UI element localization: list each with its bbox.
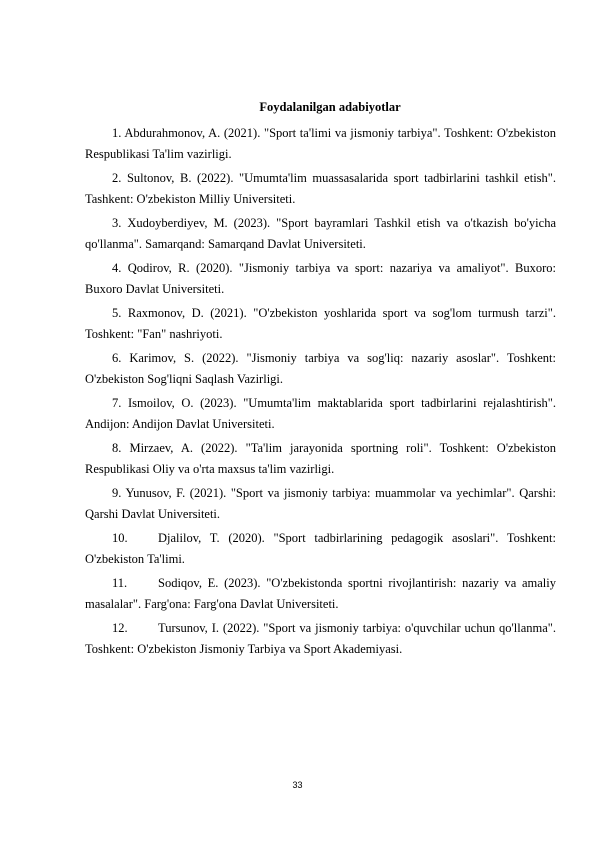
references-heading: Foydalanilgan adabiyotlar bbox=[259, 100, 401, 114]
reference-text: Abdurahmonov, A. (2021). "Sport ta'limi va jismoniy tarbiya". Toshkent: O'zbekiston Respublikasi Ta'lim vazirligi. bbox=[85, 126, 557, 161]
reference-number: 2. bbox=[112, 171, 122, 185]
reference-item bbox=[85, 618, 556, 659]
reference-number: 4. bbox=[112, 261, 122, 275]
reference-number: 1. bbox=[112, 126, 122, 140]
reference-item bbox=[85, 483, 556, 524]
reference-number: 10. bbox=[112, 531, 128, 545]
reference-number: 9. bbox=[112, 486, 122, 500]
reference-item bbox=[85, 303, 556, 344]
reference-item bbox=[85, 123, 556, 164]
reference-item bbox=[85, 438, 556, 479]
reference-text: Sodiqov, E. (2023). "O'zbekistonda sportni rivojlantirish: nazariy va amaliy masalalar". Farg'ona: Farg'ona Davlat Universiteti. bbox=[85, 576, 556, 611]
reference-text: Xudoyberdiyev, M. (2023). "Sport bayramlari Tashkil etish va o'tkazish bo'yicha qo'llanma". Samarqand: Samarqand Davlat Universiteti. bbox=[85, 216, 556, 251]
reference-item bbox=[85, 258, 556, 299]
reference-text: Mirzaev, A. (2022). "Ta'lim jarayonida sportning roli". Toshkent: O'zbekiston Respublikasi Oliy va o'rta maxsus ta'lim vazirligi. bbox=[85, 441, 556, 476]
reference-item bbox=[85, 393, 556, 434]
reference-text: Sultonov, B. (2022). "Umumta'lim muassasalarida sport tadbirlarini tashkil etish". Tashkent: O'zbekiston Milliy Universiteti. bbox=[85, 171, 557, 206]
reference-number: 7. bbox=[112, 396, 122, 410]
reference-text: Qodirov, R. (2020). "Jismoniy tarbiya va sport: nazariya va amaliyot". Buxoro: Buxoro Davlat Universiteti. bbox=[85, 261, 556, 296]
reference-number: 3. bbox=[112, 216, 122, 230]
reference-item bbox=[85, 213, 556, 254]
reference-list bbox=[85, 123, 556, 663]
reference-item bbox=[85, 168, 556, 209]
reference-number: 5. bbox=[112, 306, 122, 320]
reference-number: 6. bbox=[112, 351, 122, 365]
reference-text: Ismoilov, O. (2023). "Umumta'lim maktablarida sport tadbirlarini rejalashtirish". Andijon: Andijon Davlat Universiteti. bbox=[85, 396, 557, 431]
reference-text: Karimov, S. (2022). "Jismoniy tarbiya va sog'liq: nazariy asoslar". Toshkent: O'zbekiston Sog'liqni Saqlash Vazirligi. bbox=[85, 351, 556, 386]
reference-text: Djalilov, T. (2020). "Sport tadbirlarining pedagogik asoslari". Toshkent: O'zbekiston Ta'limi. bbox=[85, 531, 556, 566]
reference-text: Yunusov, F. (2021). "Sport va jismoniy tarbiya: muammolar va yechimlar". Qarshi: Qarshi Davlat Universiteti. bbox=[85, 486, 556, 521]
reference-text: Raxmonov, D. (2021). "O'zbekiston yoshlarida sport va sog'lom turmush tarzi". Toshkent: "Fan" nashriyoti. bbox=[85, 306, 557, 341]
page-number: 33 bbox=[292, 780, 303, 790]
reference-number: 8. bbox=[112, 441, 122, 455]
reference-item bbox=[85, 528, 556, 569]
reference-number: 12. bbox=[112, 621, 128, 635]
reference-text: Tursunov, I. (2022). "Sport va jismoniy tarbiya: o'quvchilar uchun qo'llanma". Toshkent: O'zbekiston Jismoniy Tarbiya va Sport Akademiyasi. bbox=[85, 621, 556, 656]
reference-item bbox=[85, 348, 556, 389]
reference-number: 11. bbox=[112, 576, 128, 590]
reference-item bbox=[85, 573, 556, 614]
